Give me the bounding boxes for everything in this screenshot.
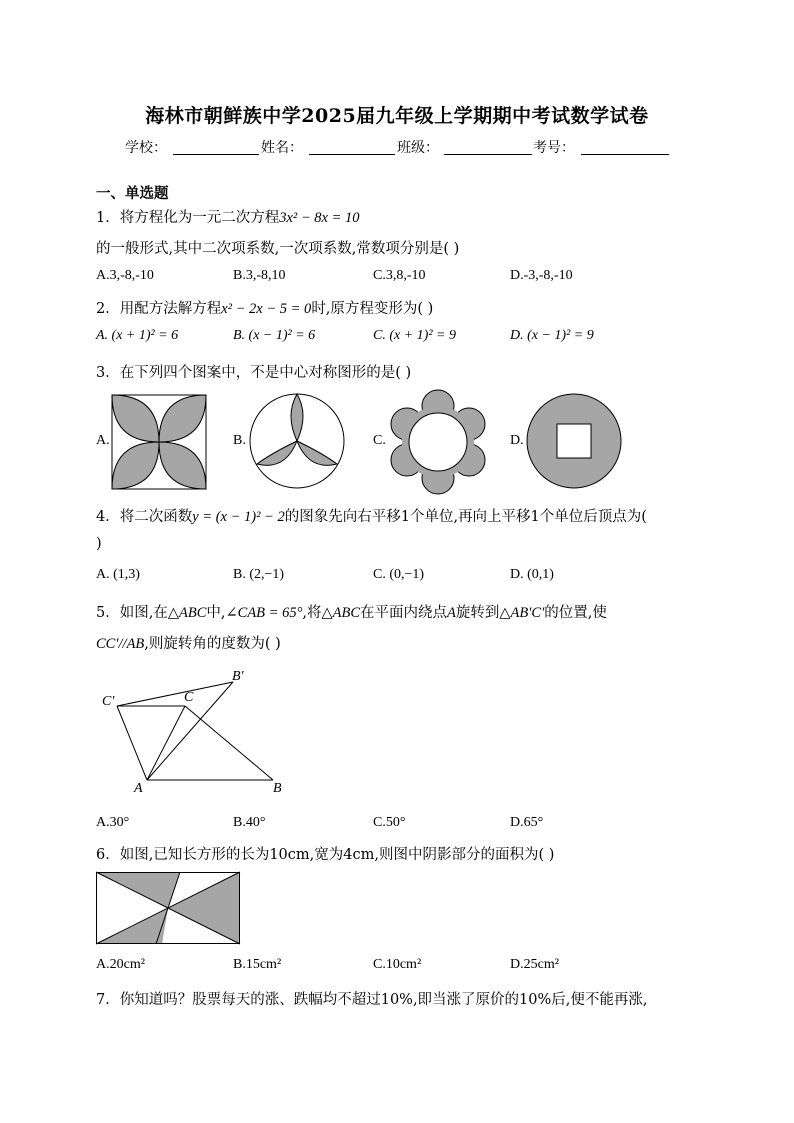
q5-option-b[interactable]: B.40° (233, 815, 266, 830)
q5-stem-line2 (96, 632, 281, 653)
q1-line2: 的一般形式,其中二次项系数,一次项系数,常数项分别是( ) (96, 241, 460, 257)
q5-label-c-prime: C′ (102, 694, 115, 709)
q5-label-c: C (184, 690, 194, 705)
q5-option-d[interactable]: D.65° (510, 815, 544, 830)
q1-text: 1．将方程化为一元二次方程 (96, 210, 280, 226)
q4-stem (96, 505, 647, 526)
class-blank[interactable] (444, 154, 532, 155)
q7-stem: 7．你知道吗？股票每天的涨、跌幅均不超过10%,即当涨了原价的10%后,便不能再涨, (96, 992, 648, 1008)
q5-angle: ∠CAB = 65° (225, 605, 303, 621)
q6-stem: 6．如图,已知长方形的长为10cm,宽为4cm,则图中阴影部分的面积为( ) (96, 847, 555, 863)
q5-parallel: CC′//AB (96, 636, 145, 652)
q5-label-b: B (273, 781, 282, 796)
q5-stem (96, 601, 607, 622)
q5-triangle-abc: △ABC (167, 605, 207, 621)
q5-text-c: ,将 (302, 605, 322, 621)
q3-option-d[interactable]: D. (510, 433, 524, 448)
q3-figure-c (386, 390, 490, 494)
q3-figure-a (111, 394, 207, 490)
q5-option-a[interactable]: A.30° (96, 815, 130, 830)
q6-option-b[interactable]: B.15cm² (233, 957, 282, 972)
q4-text: 4．将二次函数 (96, 509, 193, 525)
q5-text-d: 在平面内绕点 (360, 605, 448, 621)
q5-point-a: A (447, 605, 456, 621)
q4-equation: y = (x − 1)² − 2 (192, 509, 285, 525)
q3-figure-b (249, 393, 345, 489)
q3-stem: 3．在下列四个图案中，不是中心对称图形的是( ) (96, 365, 412, 381)
q5-label-b-prime: B′ (232, 669, 244, 684)
q4-option-c[interactable]: C. (0,−1) (373, 567, 425, 582)
name-blank[interactable] (309, 154, 395, 155)
q5-triangle-abc-2: △ABC (321, 605, 361, 621)
q5-text-g: ,则旋转角的度数为( ) (144, 636, 281, 652)
q2-text: 2．用配方法解方程 (96, 301, 222, 317)
q3-option-a[interactable]: A. (96, 433, 110, 448)
q2-option-a[interactable]: A. (x + 1)² = 6 (96, 328, 179, 343)
q4-option-d[interactable]: D. (0,1) (510, 567, 554, 582)
q5-text-a: 5．如图,在 (96, 605, 168, 621)
class-label: 班级： (397, 140, 439, 156)
q4-option-a[interactable]: A. (1,3) (96, 567, 140, 582)
q6-option-c[interactable]: C.10cm² (373, 957, 422, 972)
q5-text-f: 的位置,使 (544, 605, 607, 621)
q2-text-after: 时,原方程变形为( ) (311, 301, 434, 317)
q3-figure-d (526, 393, 622, 489)
q5-triangle-abprime: △AB′C′ (499, 605, 545, 621)
q4-line2: ) (96, 536, 102, 552)
q1-option-b[interactable]: B.3,-8,10 (233, 268, 286, 283)
q2-option-d[interactable]: D. (x − 1)² = 9 (510, 328, 594, 343)
school-blank[interactable] (173, 154, 259, 155)
name-label: 姓名： (261, 140, 303, 156)
school-label: 学校： (125, 140, 167, 156)
q5-label-a: A (134, 781, 143, 796)
q5-text-b: 中, (206, 605, 226, 621)
number-blank[interactable] (581, 154, 669, 155)
q6-option-d[interactable]: D.25cm² (510, 957, 559, 972)
q4-option-b[interactable]: B. (2,−1) (233, 567, 285, 582)
q4-text-after: 的图象先向右平移1个单位,再向上平移1个单位后顶点为( (284, 509, 647, 525)
q3-option-c[interactable]: C. (373, 433, 386, 448)
q1-equation: 3x² − 8x = 10 (279, 210, 360, 226)
section-heading: 一、单选题 (96, 185, 169, 202)
number-label: 考号： (533, 140, 575, 156)
q6-option-a[interactable]: A.20cm² (96, 957, 145, 972)
q5-option-c[interactable]: C.50° (373, 815, 406, 830)
page-title: 海林市朝鲜族中学2025届九年级上学期期中考试数学试卷 (145, 105, 649, 127)
q1-option-a[interactable]: A.3,-8,-10 (96, 268, 154, 283)
q3-option-b[interactable]: B. (233, 433, 246, 448)
q1-option-d[interactable]: D.-3,-8,-10 (510, 268, 573, 283)
q5-figure (96, 666, 296, 796)
q1-option-c[interactable]: C.3,8,-10 (373, 268, 426, 283)
q5-text-e: 旋转到 (455, 605, 500, 621)
q6-figure (96, 872, 240, 944)
q1-stem (96, 206, 360, 227)
q2-option-b[interactable]: B. (x − 1)² = 6 (233, 328, 316, 343)
q2-equation: x² − 2x − 5 = 0 (221, 301, 312, 317)
q2-option-c[interactable]: C. (x + 1)² = 9 (373, 328, 456, 343)
q2-stem (96, 297, 433, 318)
